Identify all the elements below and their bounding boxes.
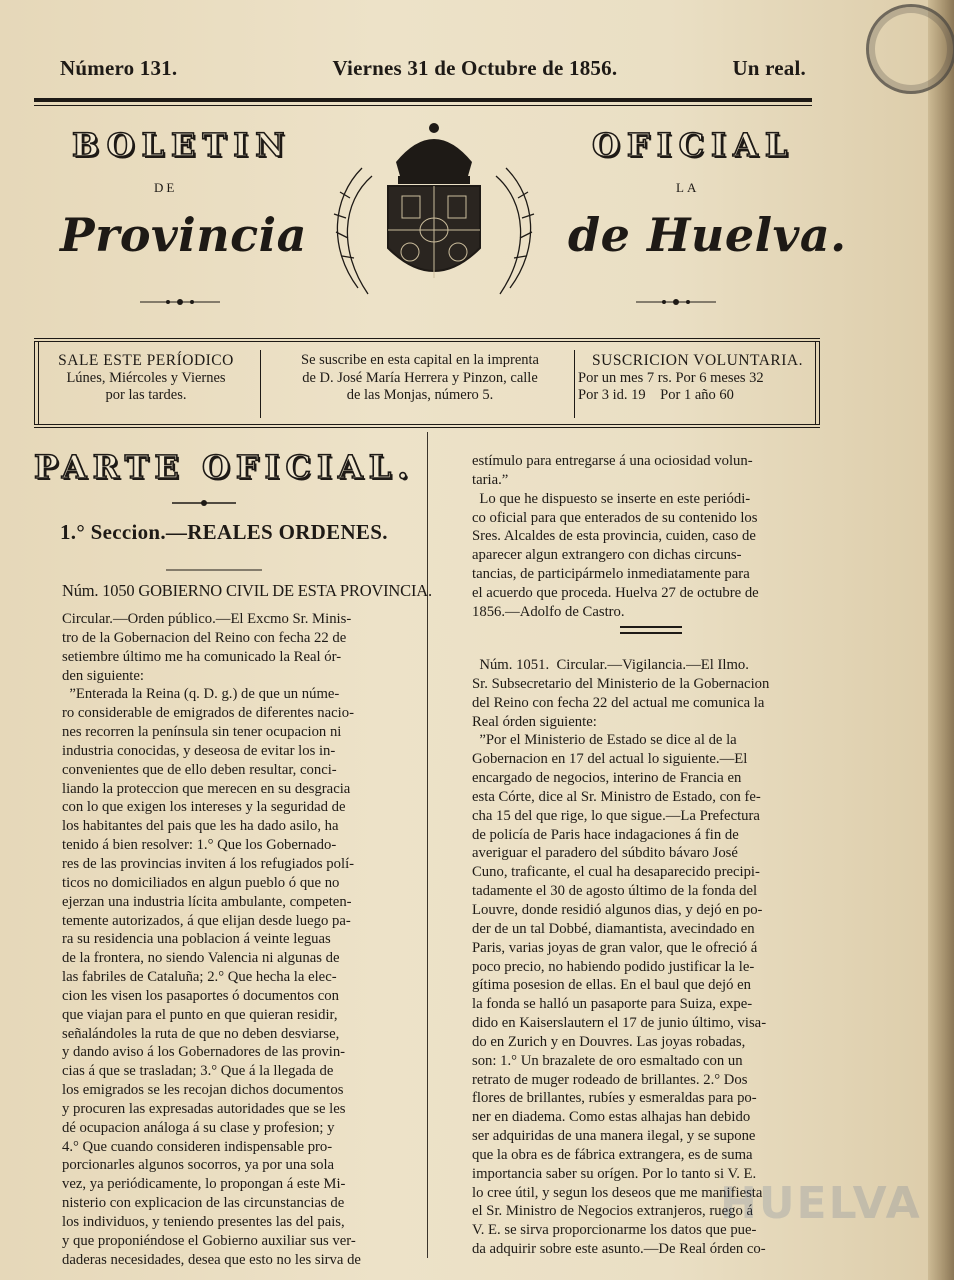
text-line: gítima posesion de ellas. En el baul que dejó en xyxy=(472,977,751,994)
issue-number: Número 131. xyxy=(60,56,178,80)
text-line: nisterio con explicacion de las circunstancias de xyxy=(62,1195,345,1212)
box-border-left xyxy=(34,342,39,424)
text-line: liando la proteccion que merecen en su desgracia xyxy=(62,780,351,797)
text-line: der de un tal Dobbé, diamantista, avecindado en xyxy=(472,920,755,937)
masthead-small-right: LA xyxy=(676,180,700,195)
masthead-word-left: BOLETIN xyxy=(72,126,292,164)
header-rule xyxy=(34,98,812,102)
text-line: Cuno, traficante, el cual ha desaparecido precipi- xyxy=(472,864,760,881)
text-line: poco precio, no habiendo podido justificar la le- xyxy=(472,958,755,975)
text-line: tadamente el 30 de agosto último de la fonda del xyxy=(472,883,758,900)
text-line: con lo que exigen los intereses y la seguridad de xyxy=(62,799,346,816)
text-line: 1856.—Adolfo de Castro. xyxy=(472,603,625,620)
text-line: da adquirir sobre este asunto.—De Real órden co- xyxy=(472,1241,766,1258)
info-separator xyxy=(260,350,261,418)
text-line: ro considerable de emigrados de diferentes nacio- xyxy=(62,705,354,722)
text-line: cias á que se trasladan; 3.° Que á la llegada de xyxy=(62,1063,334,1080)
text-line: ticos no domiciliados en algun pueblo ó que no xyxy=(62,874,340,891)
publication-schedule: SALE ESTE PERÍODICO Lúnes, Miércoles y Viernes por las tardes. xyxy=(58,352,234,403)
section-ornament xyxy=(166,560,262,578)
column-divider xyxy=(427,432,428,1258)
masthead-ornament-left xyxy=(140,296,220,311)
text-line: los emigrados se les recojan dichos documentos xyxy=(62,1082,344,1099)
issue-header xyxy=(60,56,806,81)
text-line: dé ocupacion análoga á su clase y profesion; y xyxy=(62,1119,335,1136)
text-line: Gobernacion en 17 del actual lo siguiente.—El xyxy=(472,751,748,768)
masthead-word-right: OFICIAL xyxy=(592,126,795,164)
parte-oficial-title: PARTE OFICIAL. xyxy=(34,448,415,486)
notice-1051-body xyxy=(472,656,828,1259)
text-line: los individuos, y teniendo presentes las del pais, xyxy=(62,1214,345,1230)
library-stamp-icon xyxy=(866,4,954,94)
text-line: nes recorren la península sin tener ocupacion ni xyxy=(62,724,342,741)
notice-divider xyxy=(620,626,682,638)
masthead-small-left: DE xyxy=(154,180,178,195)
text-line: aparecer algun extrangero con dichas circuns- xyxy=(472,547,742,564)
text-line: estímulo para entregarse á una ociosidad volun- xyxy=(472,453,753,469)
text-line: ner en diadema. Como estas alhajas han debido xyxy=(472,1109,751,1126)
box-border-right xyxy=(815,342,820,424)
text-line: Sr. Subsecretario del Ministerio de la Gobernacion xyxy=(472,675,770,692)
text-line: setiembre último me ha comunicado la Real ór- xyxy=(62,648,342,665)
text-line: y dando aviso á los Gobernadores de las provin- xyxy=(62,1044,346,1061)
section-heading: 1.° Seccion.—REALES ORDENES. xyxy=(60,520,388,544)
text-line: co oficial para que enterados de su contenido los xyxy=(472,509,758,526)
text-line: y que proponiéndose el Gobierno auxiliar sus ver- xyxy=(62,1232,356,1249)
text-line: do en Zurich y en Douvres. Las joyas robadas, xyxy=(472,1033,746,1050)
royal-crest-icon xyxy=(318,118,550,300)
text-line: el Sr. Ministro de Negocios extranjeros, ruego á xyxy=(472,1203,754,1220)
issue-date: Viernes 31 de Octubre de 1856. xyxy=(332,56,618,80)
text-line: el acuerdo que proceda. Huelva 27 de octubre de xyxy=(472,584,759,601)
text-line: lo cree útil, y segun los deseos que me manifiesta xyxy=(472,1184,763,1201)
text-line: señalándoles la ruta de que no deben desviarse, xyxy=(62,1025,340,1042)
text-line: 4.° Que cuando consideren indispensable pro- xyxy=(62,1138,333,1155)
text-line: flores de brillantes, rubíes y esmeraldas para po- xyxy=(472,1090,757,1107)
text-line: la fonda se halló un pasaporte para Suiza, expe- xyxy=(472,996,753,1013)
masthead-ornament-right xyxy=(636,296,716,311)
text-line: Real órden siguiente: xyxy=(472,713,597,730)
text-line: cha 15 del que rige, lo que sigue.—La Prefectura xyxy=(472,807,760,824)
text-line: ra su residencia una poblacion á veinte leguas xyxy=(62,931,331,948)
header-rule-thin xyxy=(34,105,812,106)
issue-price: Un real. xyxy=(732,56,806,80)
text-line: tro de la Gobernacion del Reino con fecha 22 de xyxy=(62,629,347,646)
notice-1050-heading: Núm. 1050 GOBIERNO CIVIL DE ESTA PROVINCIA. xyxy=(62,581,432,600)
text-line: esta Córte, dice al Sr. Ministro de Estado, con fe- xyxy=(472,788,761,805)
text-line: Paris, varias joyas de gran valor, que le ofreció á xyxy=(472,939,758,956)
text-line: son: 1.° Un brazalete de oro esmaltado con un xyxy=(472,1052,743,1069)
text-line: las fabriles de Cataluña; 2.° Que hecha la elec- xyxy=(62,969,337,986)
text-line: averiguar el paradero del súbdito bávaro José xyxy=(472,845,738,862)
text-line: daderas necesidades, desea que esto no les sirva de xyxy=(62,1251,361,1268)
text-line: porcionarles algunos socorros, ya por una sola xyxy=(62,1157,335,1174)
archive-watermark: HUELVA xyxy=(720,1178,922,1229)
subscription-prices: SUSCRICION VOLUNTARIA. Por un mes 7 rs. Por 6 meses 32 Por 3 id. 19 Por 1 año 60 xyxy=(578,352,803,403)
text-line: del Reino con fecha 22 del actual me comunica la xyxy=(472,694,765,711)
text-line: vez, ya periódicamente, lo propongan á este Mi- xyxy=(62,1176,346,1193)
text-line: Sres. Alcaldes de esta provincia, cuiden, caso de xyxy=(472,528,756,545)
text-line: que la obra es de fábrica extrangera, es de suma xyxy=(472,1146,753,1163)
text-line: res de las provincias inviten á los refugiados polí- xyxy=(62,855,355,872)
text-line: Louvre, donde residió algunos dias, y dejó en po- xyxy=(472,901,763,918)
text-line: Núm. 1051. Circular.—Vigilancia.—El Ilmo. xyxy=(472,657,749,673)
text-line: ser adquiridas de una manera ilegal, y se supone xyxy=(472,1128,756,1145)
text-line: convenientes que de ello deben resultar, conci- xyxy=(62,761,337,778)
text-line: que viajan para el punto en que quieran residir, xyxy=(62,1006,338,1023)
info-separator xyxy=(574,350,575,418)
text-line: dido en Kaiserslautern el 17 de junio último, visa- xyxy=(472,1015,767,1032)
text-line: industria conocidas, y deseosa de evitar los in- xyxy=(62,742,336,759)
text-line: encargado de negocios, interino de Francia en xyxy=(472,770,742,787)
text-line: tancias, de participármelo inmediatamente para xyxy=(472,566,750,583)
page-spine xyxy=(928,0,954,1280)
text-line: V. E. se sirva proporcionarme los datos que pue- xyxy=(472,1222,757,1239)
text-line: temente autorizados, á que elijan desde luego pa- xyxy=(62,912,351,929)
subscription-location: Se suscribe en esta capital en la imprenta de D. José María Herrera y Pinzon, calle de las Monjas, número 5. xyxy=(301,352,539,403)
notice-1050-body xyxy=(62,610,394,1270)
text-line: ”Por el Ministerio de Estado se dice al de la xyxy=(472,732,737,749)
text-line: Lo que he dispuesto se inserte en este periódi- xyxy=(472,490,751,507)
text-line: importancia saber su orígen. Por lo tanto si V. E. xyxy=(472,1165,757,1182)
text-line: cion les visen los pasaportes ó documentos con xyxy=(62,987,339,1004)
text-line: y procuren las expresadas autoridades que se les xyxy=(62,1100,346,1117)
masthead-title-right: de Huelva. xyxy=(568,208,847,262)
text-line: ejerzan una industria lícita ambulante, competen- xyxy=(62,893,352,910)
text-line: ”Enterada la Reina (q. D. g.) de que un núme- xyxy=(62,686,340,703)
text-line: de la frontera, no siendo Valencia ni algunas de xyxy=(62,950,340,967)
text-line: taria.” xyxy=(472,471,509,488)
notice-1050-continuation xyxy=(472,452,828,622)
text-line: de policía de Paris hace indagaciones á fin de xyxy=(472,826,739,843)
title-ornament xyxy=(172,494,236,512)
text-line: Circular.—Orden público.—El Excmo Sr. Minis- xyxy=(62,611,352,627)
text-line: tenido á bien resolver: 1.° Que los Gobernado- xyxy=(62,837,337,854)
text-line: den siguiente: xyxy=(62,667,144,684)
text-line: los habitantes del pais que les ha dado asilo, ha xyxy=(62,818,339,835)
subscription-info-box xyxy=(34,338,820,428)
text-line: retrato de muger rodeado de brillantes. 2.° Dos xyxy=(472,1071,748,1088)
masthead-title-left: Provincia xyxy=(60,208,307,262)
